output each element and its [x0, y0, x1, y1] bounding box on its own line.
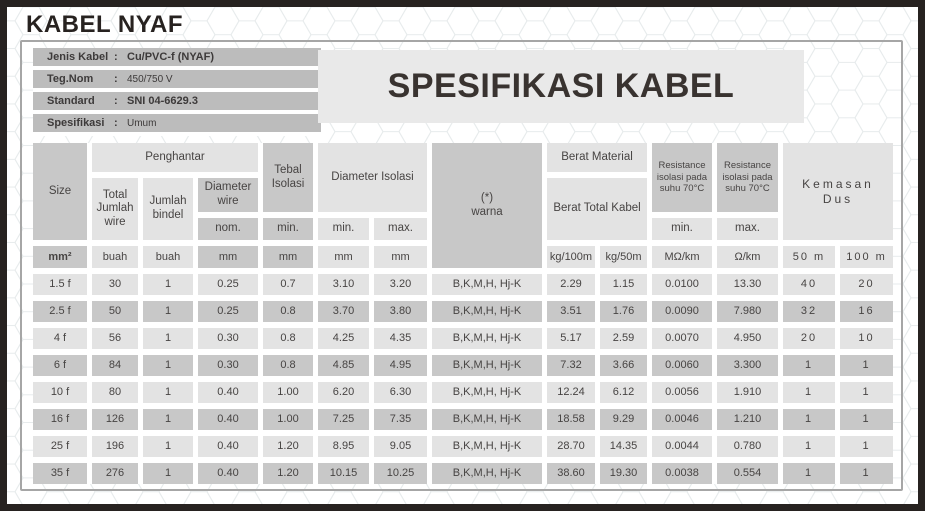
table-cell: 50 [92, 301, 138, 322]
unit-cell-50m: 50 m [783, 246, 835, 268]
table-cell: 1 [840, 463, 893, 484]
unit-cell-mm: mm [318, 246, 369, 268]
table-cell: 0.40 [198, 463, 258, 484]
table-cell: 1 [143, 274, 193, 295]
table-cell: 1 [143, 355, 193, 376]
table-cell: 9.05 [374, 436, 427, 457]
table-cell: 0.554 [717, 463, 778, 484]
table-cell: 0.0046 [652, 409, 712, 430]
table-cell: 0.40 [198, 436, 258, 457]
table-cell: 1 [143, 436, 193, 457]
table-cell: 4 f [33, 328, 87, 349]
info-label: Teg.Nom [47, 73, 94, 85]
table-cell: 5.17 [547, 328, 595, 349]
table-cell: 13.30 [717, 274, 778, 295]
info-row-jenis-kabel [33, 48, 321, 66]
table-cell: 0.40 [198, 382, 258, 403]
info-separator: : [114, 73, 118, 85]
table-cell: 4.950 [717, 328, 778, 349]
table-cell: 1.76 [600, 301, 647, 322]
unit-cell-100m: 100 m [840, 246, 893, 268]
table-cell: 1 [783, 436, 835, 457]
table-cell: 30 [92, 274, 138, 295]
header-warna: (*) warna [432, 143, 542, 268]
header-resistance-max-sub: max. [717, 218, 778, 240]
table-cell: B,K,M,H, Hj-K [432, 355, 542, 376]
info-label: Spesifikasi [47, 117, 105, 129]
table-cell: 1.15 [600, 274, 647, 295]
table-cell: 3.70 [318, 301, 369, 322]
table-cell: 0.25 [198, 274, 258, 295]
table-cell: 4.25 [318, 328, 369, 349]
header-resistance-min: Resistance isolasi pada suhu 70°C [652, 143, 712, 212]
table-cell: 0.30 [198, 355, 258, 376]
table-cell: 14.35 [600, 436, 647, 457]
info-value: 450/750 V [127, 73, 173, 85]
header-size: Size [33, 143, 87, 240]
table-cell: 1.5 f [33, 274, 87, 295]
header-berat-material: Berat Material [547, 143, 647, 172]
page-title: KABEL NYAF [26, 11, 184, 38]
table-cell: 1 [840, 382, 893, 403]
table-cell: 1 [143, 382, 193, 403]
info-label: Standard [47, 95, 95, 107]
table-cell: 35 f [33, 463, 87, 484]
header-berat-total-kabel: Berat Total Kabel [547, 178, 647, 240]
header-diameter-isolasi-min: min. [318, 218, 369, 240]
info-row-teg-nom [33, 70, 321, 88]
table-cell: 16 f [33, 409, 87, 430]
unit-cell-mm2: mm² [33, 246, 87, 268]
table-cell: 18.58 [547, 409, 595, 430]
table-cell: 1 [840, 355, 893, 376]
table-cell: 0.30 [198, 328, 258, 349]
unit-cell-buah: buah [92, 246, 138, 268]
table-cell: 38.60 [547, 463, 595, 484]
info-value: SNI 04-6629.3 [127, 95, 198, 107]
table-cell: 10.15 [318, 463, 369, 484]
table-cell: 196 [92, 436, 138, 457]
table-cell: 0.0044 [652, 436, 712, 457]
unit-cell-kg50m: kg/50m [600, 246, 647, 268]
table-cell: B,K,M,H, Hj-K [432, 436, 542, 457]
table-cell: 0.40 [198, 409, 258, 430]
table-cell: 0.25 [198, 301, 258, 322]
unit-cell-kg100m: kg/100m [547, 246, 595, 268]
table-cell: 4.35 [374, 328, 427, 349]
table-cell: 1 [143, 328, 193, 349]
table-cell: 9.29 [600, 409, 647, 430]
table-cell: 1 [783, 463, 835, 484]
table-cell: 1 [783, 382, 835, 403]
table-cell: 1 [783, 409, 835, 430]
unit-cell-ohm-km: Ω/km [717, 246, 778, 268]
header-diameter-wire: Diameter wire [198, 178, 258, 212]
table-cell: 6.30 [374, 382, 427, 403]
table-cell: 1.00 [263, 409, 313, 430]
header-resistance-max: Resistance isolasi pada suhu 70°C [717, 143, 778, 212]
table-cell: 3.10 [318, 274, 369, 295]
info-value: Umum [127, 117, 157, 129]
table-cell: B,K,M,H, Hj-K [432, 382, 542, 403]
table-cell: 7.25 [318, 409, 369, 430]
table-cell: 0.0100 [652, 274, 712, 295]
table-cell: 10.25 [374, 463, 427, 484]
header-tebal-isolasi: Tebal Isolasi [263, 143, 313, 212]
header-diameter-isolasi-max: max. [374, 218, 427, 240]
header-jumlah-bindel: Jumlah bindel [143, 178, 193, 240]
header-total-jumlah-wire: Total Jumlah wire [92, 178, 138, 240]
table-cell: 12.24 [547, 382, 595, 403]
table-cell: 1 [840, 409, 893, 430]
table-cell: 20 [840, 274, 893, 295]
unit-cell-buah: buah [143, 246, 193, 268]
table-cell: 0.0038 [652, 463, 712, 484]
table-cell: 4.95 [374, 355, 427, 376]
table-cell: 0.7 [263, 274, 313, 295]
info-row-standard [33, 92, 321, 110]
table-cell: 20 [783, 328, 835, 349]
table-cell: 1.00 [263, 382, 313, 403]
table-cell: B,K,M,H, Hj-K [432, 328, 542, 349]
table-cell: 2.29 [547, 274, 595, 295]
header-kemasan-dus: Kemasan Dus [783, 143, 893, 240]
cable-info-box [33, 48, 321, 136]
info-row-spesifikasi [33, 114, 321, 132]
table-cell: 0.8 [263, 301, 313, 322]
table-cell: B,K,M,H, Hj-K [432, 409, 542, 430]
table-cell: 0.780 [717, 436, 778, 457]
table-cell: 1 [783, 355, 835, 376]
table-cell: 1.910 [717, 382, 778, 403]
table-cell: 0.0070 [652, 328, 712, 349]
table-cell: 3.51 [547, 301, 595, 322]
table-cell: 1 [143, 463, 193, 484]
spec-title: SPESIFIKASI KABEL [387, 67, 735, 105]
table-cell: 6.20 [318, 382, 369, 403]
table-cell: 276 [92, 463, 138, 484]
table-cell: 7.32 [547, 355, 595, 376]
table-cell: 40 [783, 274, 835, 295]
header-penghantar: Penghantar [92, 143, 258, 172]
table-cell: 0.0090 [652, 301, 712, 322]
table-cell: 0.8 [263, 355, 313, 376]
table-cell: 56 [92, 328, 138, 349]
unit-cell-mm: mm [263, 246, 313, 268]
table-cell: 6 f [33, 355, 87, 376]
table-cell: 6.12 [600, 382, 647, 403]
table-cell: B,K,M,H, Hj-K [432, 463, 542, 484]
table-cell: 1 [840, 436, 893, 457]
table-cell: 7.980 [717, 301, 778, 322]
table-cell: 1.20 [263, 463, 313, 484]
table-cell: 84 [92, 355, 138, 376]
table-cell: B,K,M,H, Hj-K [432, 274, 542, 295]
info-value: Cu/PVC-f (NYAF) [127, 51, 214, 63]
unit-cell-mm: mm [198, 246, 258, 268]
unit-cell-mohm-km: MΩ/km [652, 246, 712, 268]
table-cell: 3.66 [600, 355, 647, 376]
table-cell: 25 f [33, 436, 87, 457]
header-diameter-isolasi: Diameter Isolasi [318, 143, 427, 212]
spec-title-banner [318, 50, 804, 123]
header-resistance-min-sub: min. [652, 218, 712, 240]
info-label: Jenis Kabel [47, 51, 109, 63]
table-cell: 8.95 [318, 436, 369, 457]
header-diameter-wire-nom: nom. [198, 218, 258, 240]
table-cell: 1.210 [717, 409, 778, 430]
info-separator: : [114, 51, 118, 63]
table-cell: 0.8 [263, 328, 313, 349]
table-cell: 4.85 [318, 355, 369, 376]
table-cell: 126 [92, 409, 138, 430]
info-separator: : [114, 95, 118, 107]
table-cell: 0.0060 [652, 355, 712, 376]
table-cell: 32 [783, 301, 835, 322]
table-cell: 0.0056 [652, 382, 712, 403]
table-cell: 28.70 [547, 436, 595, 457]
unit-cell-mm: mm [374, 246, 427, 268]
table-cell: 7.35 [374, 409, 427, 430]
table-cell: 1 [143, 301, 193, 322]
spec-table [33, 143, 893, 484]
table-cell: 10 f [33, 382, 87, 403]
table-cell: 80 [92, 382, 138, 403]
content-panel [20, 40, 903, 491]
info-separator: : [114, 117, 118, 129]
table-cell: 2.59 [600, 328, 647, 349]
table-cell: 16 [840, 301, 893, 322]
table-cell: 3.20 [374, 274, 427, 295]
table-cell: 3.80 [374, 301, 427, 322]
table-cell: 10 [840, 328, 893, 349]
table-cell: 3.300 [717, 355, 778, 376]
table-cell: 19.30 [600, 463, 647, 484]
table-cell: B,K,M,H, Hj-K [432, 301, 542, 322]
table-cell: 2.5 f [33, 301, 87, 322]
table-cell: 1.20 [263, 436, 313, 457]
table-cell: 1 [143, 409, 193, 430]
header-tebal-isolasi-min: min. [263, 218, 313, 240]
